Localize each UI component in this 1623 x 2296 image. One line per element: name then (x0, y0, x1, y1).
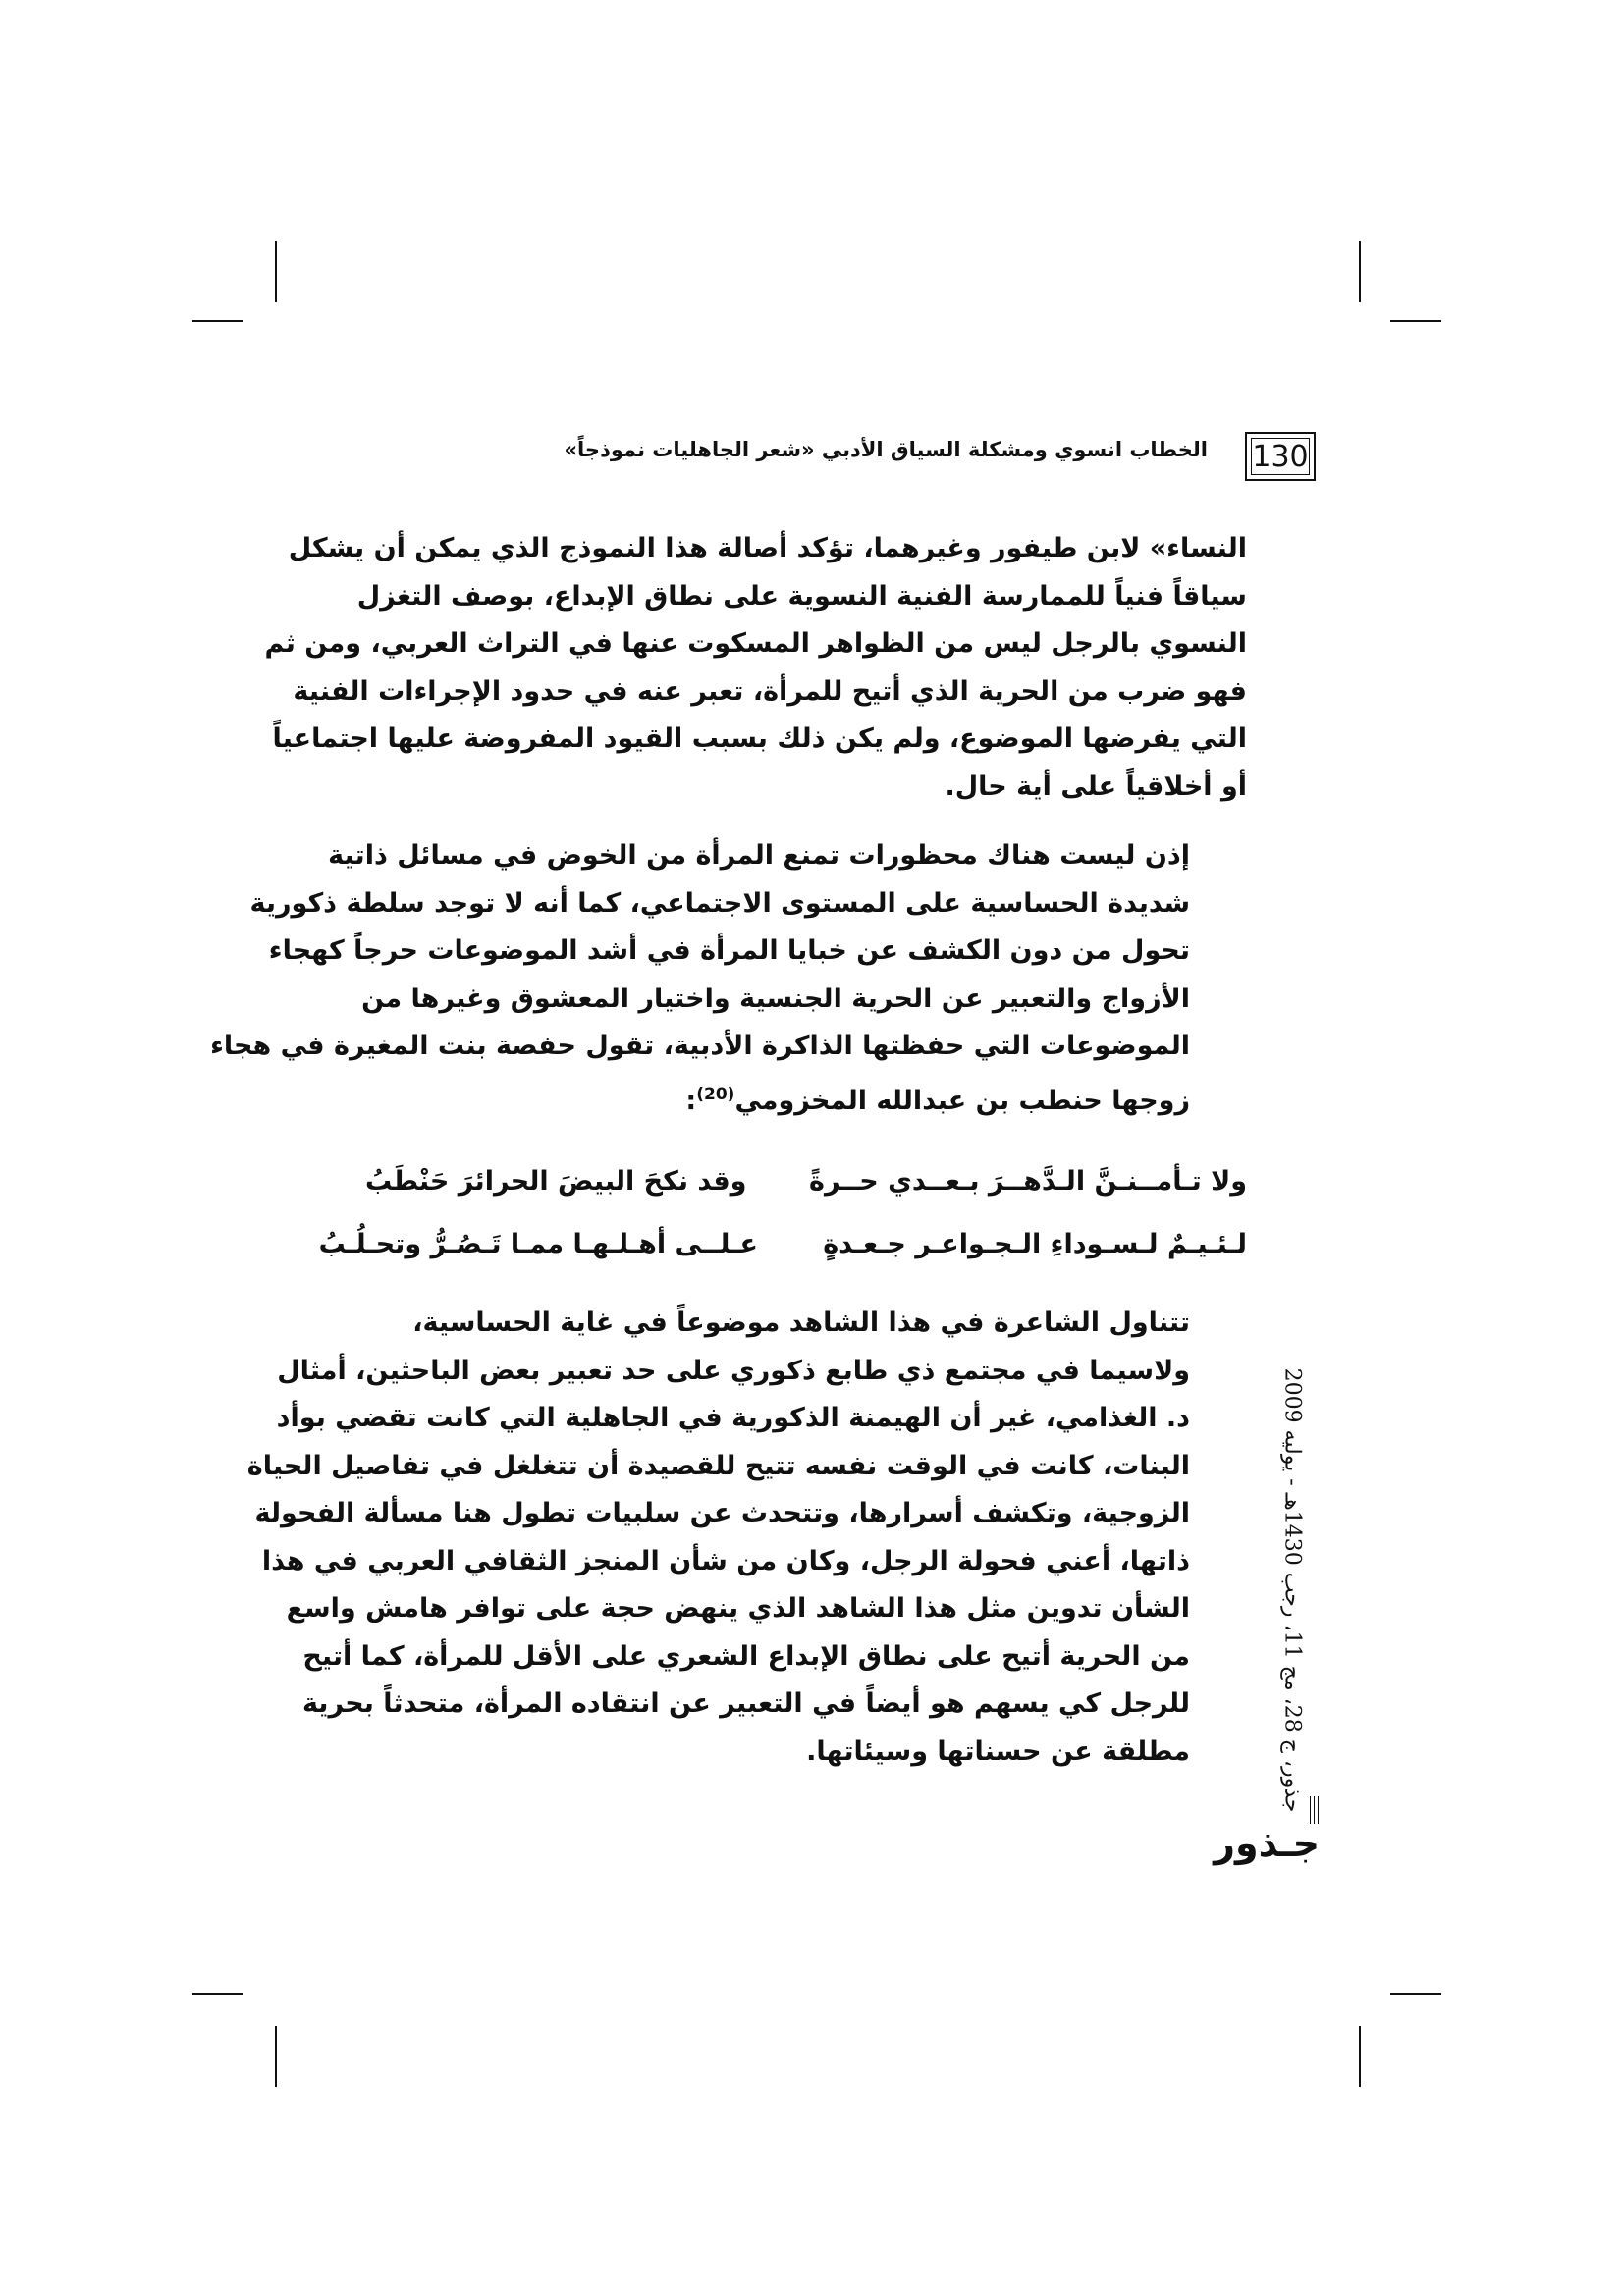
text-line: أو أخلاقياً على أية حال. (945, 771, 1247, 802)
paragraph-1 (264, 525, 1247, 811)
crop-mark-top-left-horizontal (192, 320, 243, 322)
poem-verse (365, 1150, 1247, 1213)
margin-rule (1310, 1796, 1311, 1824)
paragraph-3 (246, 1300, 1247, 1776)
text-line: فهو ضرب من الحرية الذي أتيح للمرأة، تعبر عنه في حدود الإجراءات الفنية (293, 675, 1247, 707)
crop-mark-top-right-horizontal (1390, 320, 1441, 322)
verse-first-hemistich: ولا تـأمــنـنَّ الـدَّهــرَ بـعــدي حــرةً (809, 1165, 1247, 1197)
colon: : (685, 1085, 697, 1116)
text-line: مطلقة عن حسناتها وسيئاتها. (806, 1735, 1190, 1767)
text-line: إذن ليست هناك محظورات تمنع المرأة من الخوض في مسائل ذاتية (328, 840, 1190, 871)
text-line: الموضوعات التي حفظتها الذاكرة الأدبية، تقول حفصة بنت المغيرة في هجاء (210, 1031, 1190, 1061)
text-line: الأزواج والتعبير عن الحرية الجنسية واختيار المعشوق وغيرها من (361, 983, 1190, 1014)
crop-mark-bottom-left-vertical (275, 2026, 277, 2087)
footnote-reference: (20) (696, 1084, 735, 1104)
text-line: ولاسيما في مجتمع ذي طابع ذكوري على حد تعبير بعض الباحثين، أمثال (277, 1355, 1190, 1386)
crop-mark-top-left-vertical (275, 241, 277, 302)
text-line: الشأن تدوين مثل هذا الشاهد الذي ينهض حجة على توافر هامش واسع (286, 1593, 1190, 1624)
text-line: الزوجية، وتكشف أسرارها، وتتحدث عن سلبيات تطول هنا مسألة الفحولة (254, 1498, 1190, 1528)
journal-logo: جـذور (1214, 1822, 1320, 1865)
text-line: شديدة الحساسية على المستوى الاجتماعي، كما أنه لا توجد سلطة ذكورية (249, 887, 1190, 919)
article-body (210, 525, 1247, 1776)
paragraph-2 (210, 832, 1247, 1125)
verse-second-hemistich: وقد نكحَ البيضَ الحرائرَ حَنْطَبُ (365, 1165, 747, 1197)
text-line: تحول من دون الكشف عن خبايا المرأة في أشد الموضوعات حرجاً كهجاء (268, 935, 1190, 966)
crop-mark-bottom-right-vertical (1359, 2026, 1361, 2087)
text-line: للرجل كي يسهم هو أيضاً في التعبير عن انتقاده المرأة، متحدثاً بحرية (301, 1688, 1190, 1719)
text-line (365, 1071, 1247, 1126)
text-line: التي يفرضها الموضوع، ولم يكن ذلك بسبب القيود المفروضة عليها اجتماعياً (272, 723, 1247, 754)
text-line: ذاتها، أعني فحولة الرجل، وكان من شأن المنجز الثقافي العربي في هذا (261, 1545, 1190, 1576)
page-number (1245, 432, 1316, 481)
issue-info: جذور، ج 28، مج 11، رجب 1430هـ - يوليه 2009 (1279, 1367, 1305, 1813)
poem (318, 1150, 1247, 1276)
text-line: من الحرية أتيح على نطاق الإبداع الشعري على الأقل للمرأة، كما أتيح (302, 1640, 1190, 1672)
text-line: النسوي بالرجل ليس من الظواهر المسكوت عنها في التراث العربي، ومن ثم (264, 628, 1247, 659)
text-line: النساء» لابن طيفور وغيرهما، تؤكد أصالة هذا النموذج الذي يمكن أن يشكل (288, 533, 1247, 563)
text-line: د. الغذامي، غير أن الهيمنة الذكورية في الجاهلية التي كانت تقضي بوأد (276, 1403, 1190, 1433)
poem-verse (318, 1213, 1247, 1276)
verse-first-hemistich: لـئـيـمٌ لـسـوداءِ الـجـواعـر جـعـدةٍ (823, 1228, 1247, 1259)
crop-mark-bottom-right-horizontal (1390, 1993, 1441, 1995)
crop-mark-top-right-vertical (1359, 241, 1361, 302)
margin-rule (1318, 1796, 1319, 1824)
crop-mark-bottom-left-horizontal (192, 1993, 243, 1995)
text-line: البنات، كانت في الوقت نفسه تتيح للقصيدة أن تتغلغل في تفاصيل الحياة (246, 1450, 1190, 1481)
margin-rule (1314, 1796, 1315, 1824)
running-title: الخطاب انسوي ومشكلة السياق الأدبي «شعر الجاهليات نموذجاً» (564, 438, 1208, 461)
verse-second-hemistich: عـلــى أهـلـهـا ممـا تَـصُـرُّ وتحـلُـبُ (318, 1228, 758, 1259)
text-line: سياقاً فنياً للممارسة الفنية النسوية على نطاق الإبداع، بوصف التغزل (356, 580, 1247, 612)
text-fragment: زوجها حنطب بن عبدالله المخزومي (734, 1085, 1190, 1116)
text-line: تتناول الشاعرة في هذا الشاهد موضوعاً في غاية الحساسية، (412, 1308, 1190, 1338)
page-number-text: 130 (1252, 439, 1309, 474)
